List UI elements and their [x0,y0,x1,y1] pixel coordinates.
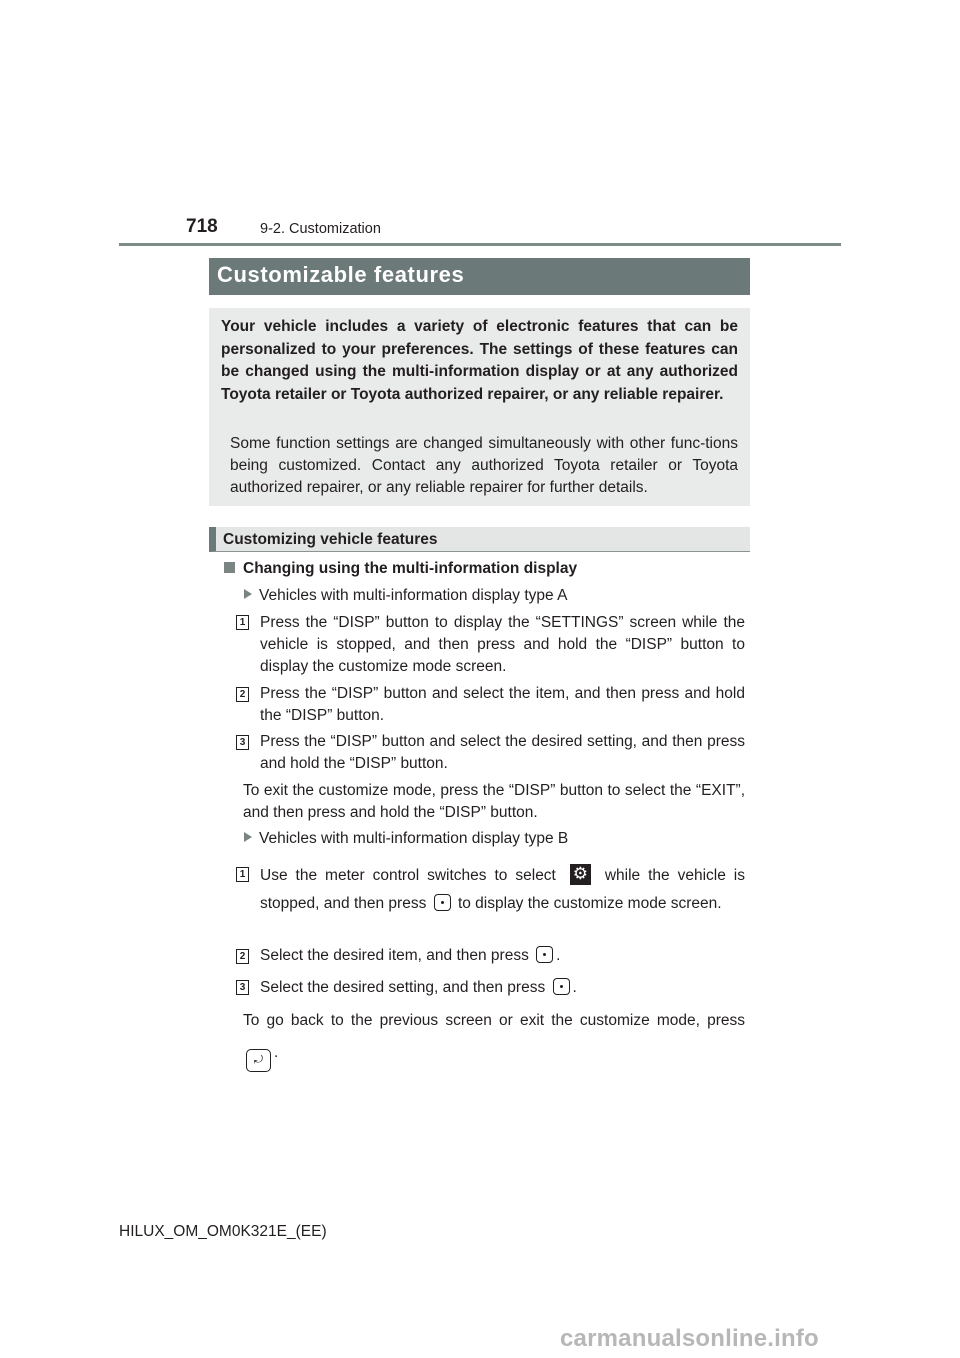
step-text-part: Select the desired item, and then press [260,947,529,964]
intro-note: Some function settings are changed simultaneously with other func-tions being customized. Contact any authorized Toyota retailer or Toyota authorized repairer, or any reliable repairer for further details. [230,435,738,496]
square-bullet-icon [224,562,235,573]
step-number-badge: 1 [236,867,249,882]
page-title: Customizable features [217,262,465,287]
enter-button-icon [536,946,553,963]
type-a-label-text: Vehicles with multi-information display type A [259,587,568,604]
back-note-text: To go back to the previous screen or exit the customize mode, press [243,1012,745,1029]
exit-note: To exit the customize mode, press the “DISP” button to select the “EXIT”, and then press and hold the “DISP” button. [243,782,745,821]
watermark: carmanualsonline.info [560,1325,819,1352]
step-number-badge: 2 [236,687,249,702]
section-reference: 9-2. Customization [260,221,381,237]
subsection-title: Customizing vehicle features [223,531,438,548]
step-text-part: . [572,979,577,996]
type-b-label-text: Vehicles with multi-information display type B [259,830,569,847]
title-bar [209,258,750,295]
method-heading-text: Changing using the multi-information display [243,560,578,577]
step-text-part: . [556,947,561,964]
step-number-badge: 1 [236,615,249,630]
step-text: Press the “DISP” button to display the “SETTINGS” screen while the vehicle is stopped, and then press and hold the “DISP” button to display the customize mode screen. [260,614,745,675]
step-text [260,945,745,967]
step-text [260,977,745,999]
footer-code: HILUX_OM_OM0K321E_(EE) [119,1223,327,1240]
step-number-badge: 2 [236,949,249,964]
step-text-part: Select the desired setting, and then press [260,979,546,996]
step-text-part: to display the customize mode screen. [457,895,722,912]
back-button-icon: ⤾ [246,1049,271,1072]
back-note [243,1005,745,1072]
intro-text: Your vehicle includes a variety of electronic features that can be personalized to your preferences. The settings of these features can be changed using the multi-information display or at any authorized Toyota retailer or Toyota authorized repairer, or any reliable repairer. [221,318,738,403]
type-b-label [244,830,568,848]
triangle-bullet-icon [244,832,252,842]
subsection-bar [209,527,750,552]
enter-button-icon [434,894,451,911]
gear-icon: ⚙ [570,864,591,885]
intro-box [209,308,750,506]
step-text-part: while the vehicle is stopped, and then press [260,867,746,912]
type-a-label [244,587,567,605]
step-text-part: Use the meter control switches to select [260,867,556,884]
step-number-badge: 3 [236,980,249,995]
step-text: Press the “DISP” button and select the item, and then press and hold the “DISP” button. [260,685,745,724]
triangle-bullet-icon [244,589,252,599]
header-divider [119,243,841,246]
back-note-end: . [274,1044,279,1061]
step-number-badge: 3 [236,735,249,750]
enter-button-icon [553,978,570,995]
step-text [260,862,745,918]
method-heading [224,560,577,578]
step-text: Press the “DISP” button and select the desired setting, and then press and hold the “DISP” button. [260,733,745,772]
page-number: 718 [186,216,218,237]
